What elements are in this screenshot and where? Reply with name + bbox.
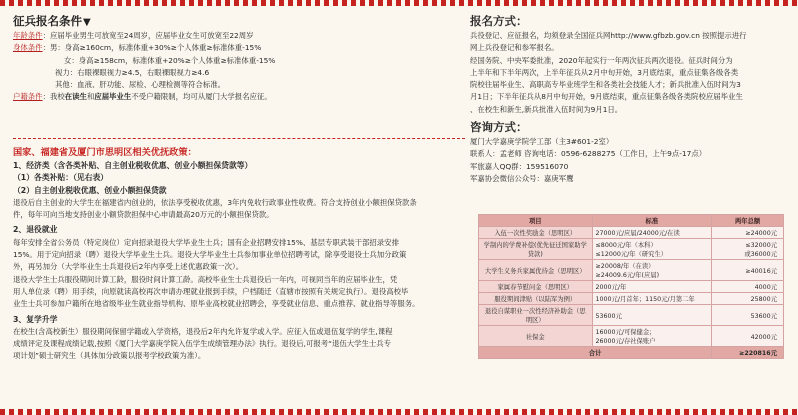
- table-row: [479, 293, 784, 305]
- benefit-standard-cell: 53600元: [592, 305, 712, 326]
- left-column: [13, 12, 453, 361]
- column-header: 项目: [479, 215, 593, 227]
- body-condition-female: 女：身高≥158cm，标准体重+20%≥个人体重≥标准体重-15%: [64, 55, 276, 65]
- policy-study-heading: 3、复学升学: [13, 314, 58, 324]
- policy-text: 每年安排全省公务员（特定岗位）定向招录退役大学毕业生士兵；国有企业招聘安排15%、基层专职武装干部招录安排: [13, 237, 399, 247]
- table-row: [479, 281, 784, 293]
- policy-text: 15%。用于定向招录（聘）退役大学毕业生士兵。退役大学毕业生士兵参加事业单位招聘考试，除享受退役士兵加分政策: [13, 250, 407, 260]
- age-condition: 年龄条件：应届毕业男生可放宽至24周岁，应届毕业女生可放宽至22周岁: [13, 31, 254, 40]
- table-header-row: [479, 215, 784, 227]
- other-condition: 其他：血液、肝功能、尿检、心理检测等符合标准。: [55, 80, 225, 90]
- benefit-amount-cell: ≥24000元: [712, 227, 784, 239]
- signup-text: 网上兵役登记和参军报名。: [470, 43, 559, 53]
- table-row: [479, 305, 784, 326]
- policy-heading: 国家、福建省及厦门市思明区相关优抚政策：: [13, 147, 197, 158]
- policy-text: 件，每年可向当地支持创业小额贷款担保中心申请最高20万元的小额担保贷款。: [13, 210, 274, 220]
- benefit-item-cell: 大学生义务兵家属优待金（思明区）: [479, 260, 593, 281]
- benefit-standard-cell: 27000元/应届/24000元/在读: [592, 227, 712, 239]
- contact-title: 咨询方式：: [470, 120, 528, 135]
- right-column: [470, 12, 788, 185]
- signup-text: 兵役登记、应征报名，均须登录全国征兵网http://www.gfbzb.gov.cn 按照提示进行: [470, 31, 747, 40]
- policy-text: 外，再另加分（大学毕业生士兵退役后2年内享受上述优惠政策一次）。: [13, 262, 244, 272]
- signup-text: 经国务院、中央军委批准，2020年起实行一年两次征兵两次退役。征兵时间分为: [470, 55, 733, 65]
- table-row: [479, 326, 784, 347]
- policy-subsidy-heading: （1）各类补贴：（见右表）: [13, 173, 109, 183]
- bottom-dashed-border: [0, 409, 798, 415]
- signup-text: 月1日；下半年征兵从8月中旬开始，9月底结束，重点征集各级各类院校应届毕业生: [470, 92, 743, 102]
- contact-phone: 联系人：孟老师 咨询电话：0596-6288275（工作日，上午9点-17点）: [470, 149, 707, 159]
- policy-text: 在校生(含高校新生）服役期间保留学籍或入学资格，退役后2年内允许复学或入学。应征入伍或退伍复学的学生,课程: [13, 326, 393, 336]
- policy-text: 退役后自主创业的大学生在福建省内创业的，依法享受税收优惠，3年内免收行政事业性收费。符合支持创业小额担保贷款条: [13, 197, 417, 207]
- top-dashed-border: [0, 0, 798, 6]
- policy-text: 成绩评定及课程成绩记载,按照《厦门大学嘉庚学院入伍学生成绩管理办法》执行。退役后,可报考“退伍大学生士兵专: [13, 339, 392, 349]
- benefit-amount-cell: 4000元: [712, 281, 784, 293]
- contact-wechat: 军嘉协会微信公众号：嘉庚军鹰: [470, 173, 574, 183]
- benefit-amount-cell: 25800元: [712, 293, 784, 305]
- enlist-conditions-title: 征兵报名条件▼: [13, 14, 91, 28]
- household-condition: 户籍条件：我校在读生和应届毕业生不受户籍限制，均可从厦门大学报名应征。: [13, 92, 272, 102]
- policy-text: 业生士兵可参加户籍所在地省级毕业生就业指导机构、原毕业高校就业招聘会，享受就业信息、重点推荐、就业指导等服务。: [13, 299, 420, 309]
- vision-condition: 视力：右眼裸眼视力≥4.5，右眼裸眼视力≥4.6: [55, 67, 210, 77]
- policy-employment-heading: 2、退役就业: [13, 225, 58, 235]
- body-condition-male: 身体条件：男：身高≥160cm，标准体重+30%≥个人体重≥标准体重-15%: [13, 43, 262, 53]
- benefit-standard-cell: 16000元/可保健金； 26000元/存社保账户: [592, 326, 712, 347]
- policy-text: 项计划”硕士研究生（具体加分政策以报考学校政策为准）。: [13, 351, 206, 361]
- benefit-item-cell: 社保金: [479, 326, 593, 347]
- table-row: [479, 227, 784, 239]
- policy-economic-heading: 1、经济类（含各类补贴、自主创业税收优惠、创业小额担保贷款等）: [13, 161, 253, 170]
- benefit-amount-cell: 42000元: [712, 326, 784, 347]
- benefit-standard-cell: 1000元/月首年；1150元/月第二年: [592, 293, 712, 305]
- contact-qq: 军旅嘉人QQ群：159516070: [470, 161, 569, 171]
- benefit-table: [478, 214, 784, 359]
- policy-text: 用人单位录（聘）用手续，向原就读高校再次申请办理就业报到手续，户档随迁（直辖市按照有关规定执行）。退役高校毕: [13, 286, 409, 296]
- benefit-item-cell: 家属春节慰问金（思明区）: [479, 281, 593, 293]
- benefit-item-cell: 退役自谋职业一次性经济补助金（思明区）: [479, 305, 593, 326]
- table-row: [479, 260, 784, 281]
- triangle-down-icon: ▼: [83, 17, 91, 28]
- benefit-standard-cell: ≤8000元/年（本科） ≤12000元/年（研究生）: [592, 239, 712, 260]
- benefit-item-cell: 学制内的学费补偿(优先征迁国家助学贷款): [479, 239, 593, 260]
- policy-startup-heading: （2）自主创业税收优惠、创业小额担保贷款: [13, 185, 167, 195]
- section-divider: [13, 138, 465, 139]
- benefit-standard-cell: 2000元/年: [592, 281, 712, 293]
- policy-body: [13, 160, 465, 363]
- benefit-standard-cell: ≥20008/年（在读） ≥24009.6元/年(应届): [592, 260, 712, 281]
- table-total-row: [479, 347, 784, 359]
- signup-text: 院校往届毕业生、高职高专毕业班学生和各类社会技能人才；新兵批准入伍时间为3: [470, 80, 741, 90]
- policy-text: 退役大学生士兵服役期间计算工龄，服役时间计算工龄。高校毕业生士兵退役后一年内，可视同当年的应届毕业生，凭: [13, 274, 398, 284]
- signup-text: 、在校生和新生,新兵批准入伍时间为9月1日。: [470, 104, 623, 114]
- benefit-amount-cell: ≥40016元: [712, 260, 784, 281]
- benefit-item-cell: 服役期间津贴（以陆军为例）: [479, 293, 593, 305]
- total-amount: ≥220816元: [712, 347, 784, 359]
- signup-title: 报名方式：: [470, 14, 528, 28]
- benefit-amount-cell: 53600元: [712, 305, 784, 326]
- benefit-item-cell: 入伍一次性奖励金（思明区）: [479, 227, 593, 239]
- signup-text: 上半年和下半年两次，上半年征兵从2月中旬开始，3月底结束，重点征集各级各类: [470, 67, 739, 77]
- column-header: 两年总额: [712, 215, 784, 227]
- benefit-amount-cell: ≤32000元 或36000元: [712, 239, 784, 260]
- table-row: [479, 239, 784, 260]
- total-label: 合计: [479, 347, 712, 359]
- column-header: 标准: [592, 215, 712, 227]
- contact-address: 厦门大学嘉庚学院学工部（主3#601-2室）: [470, 137, 614, 147]
